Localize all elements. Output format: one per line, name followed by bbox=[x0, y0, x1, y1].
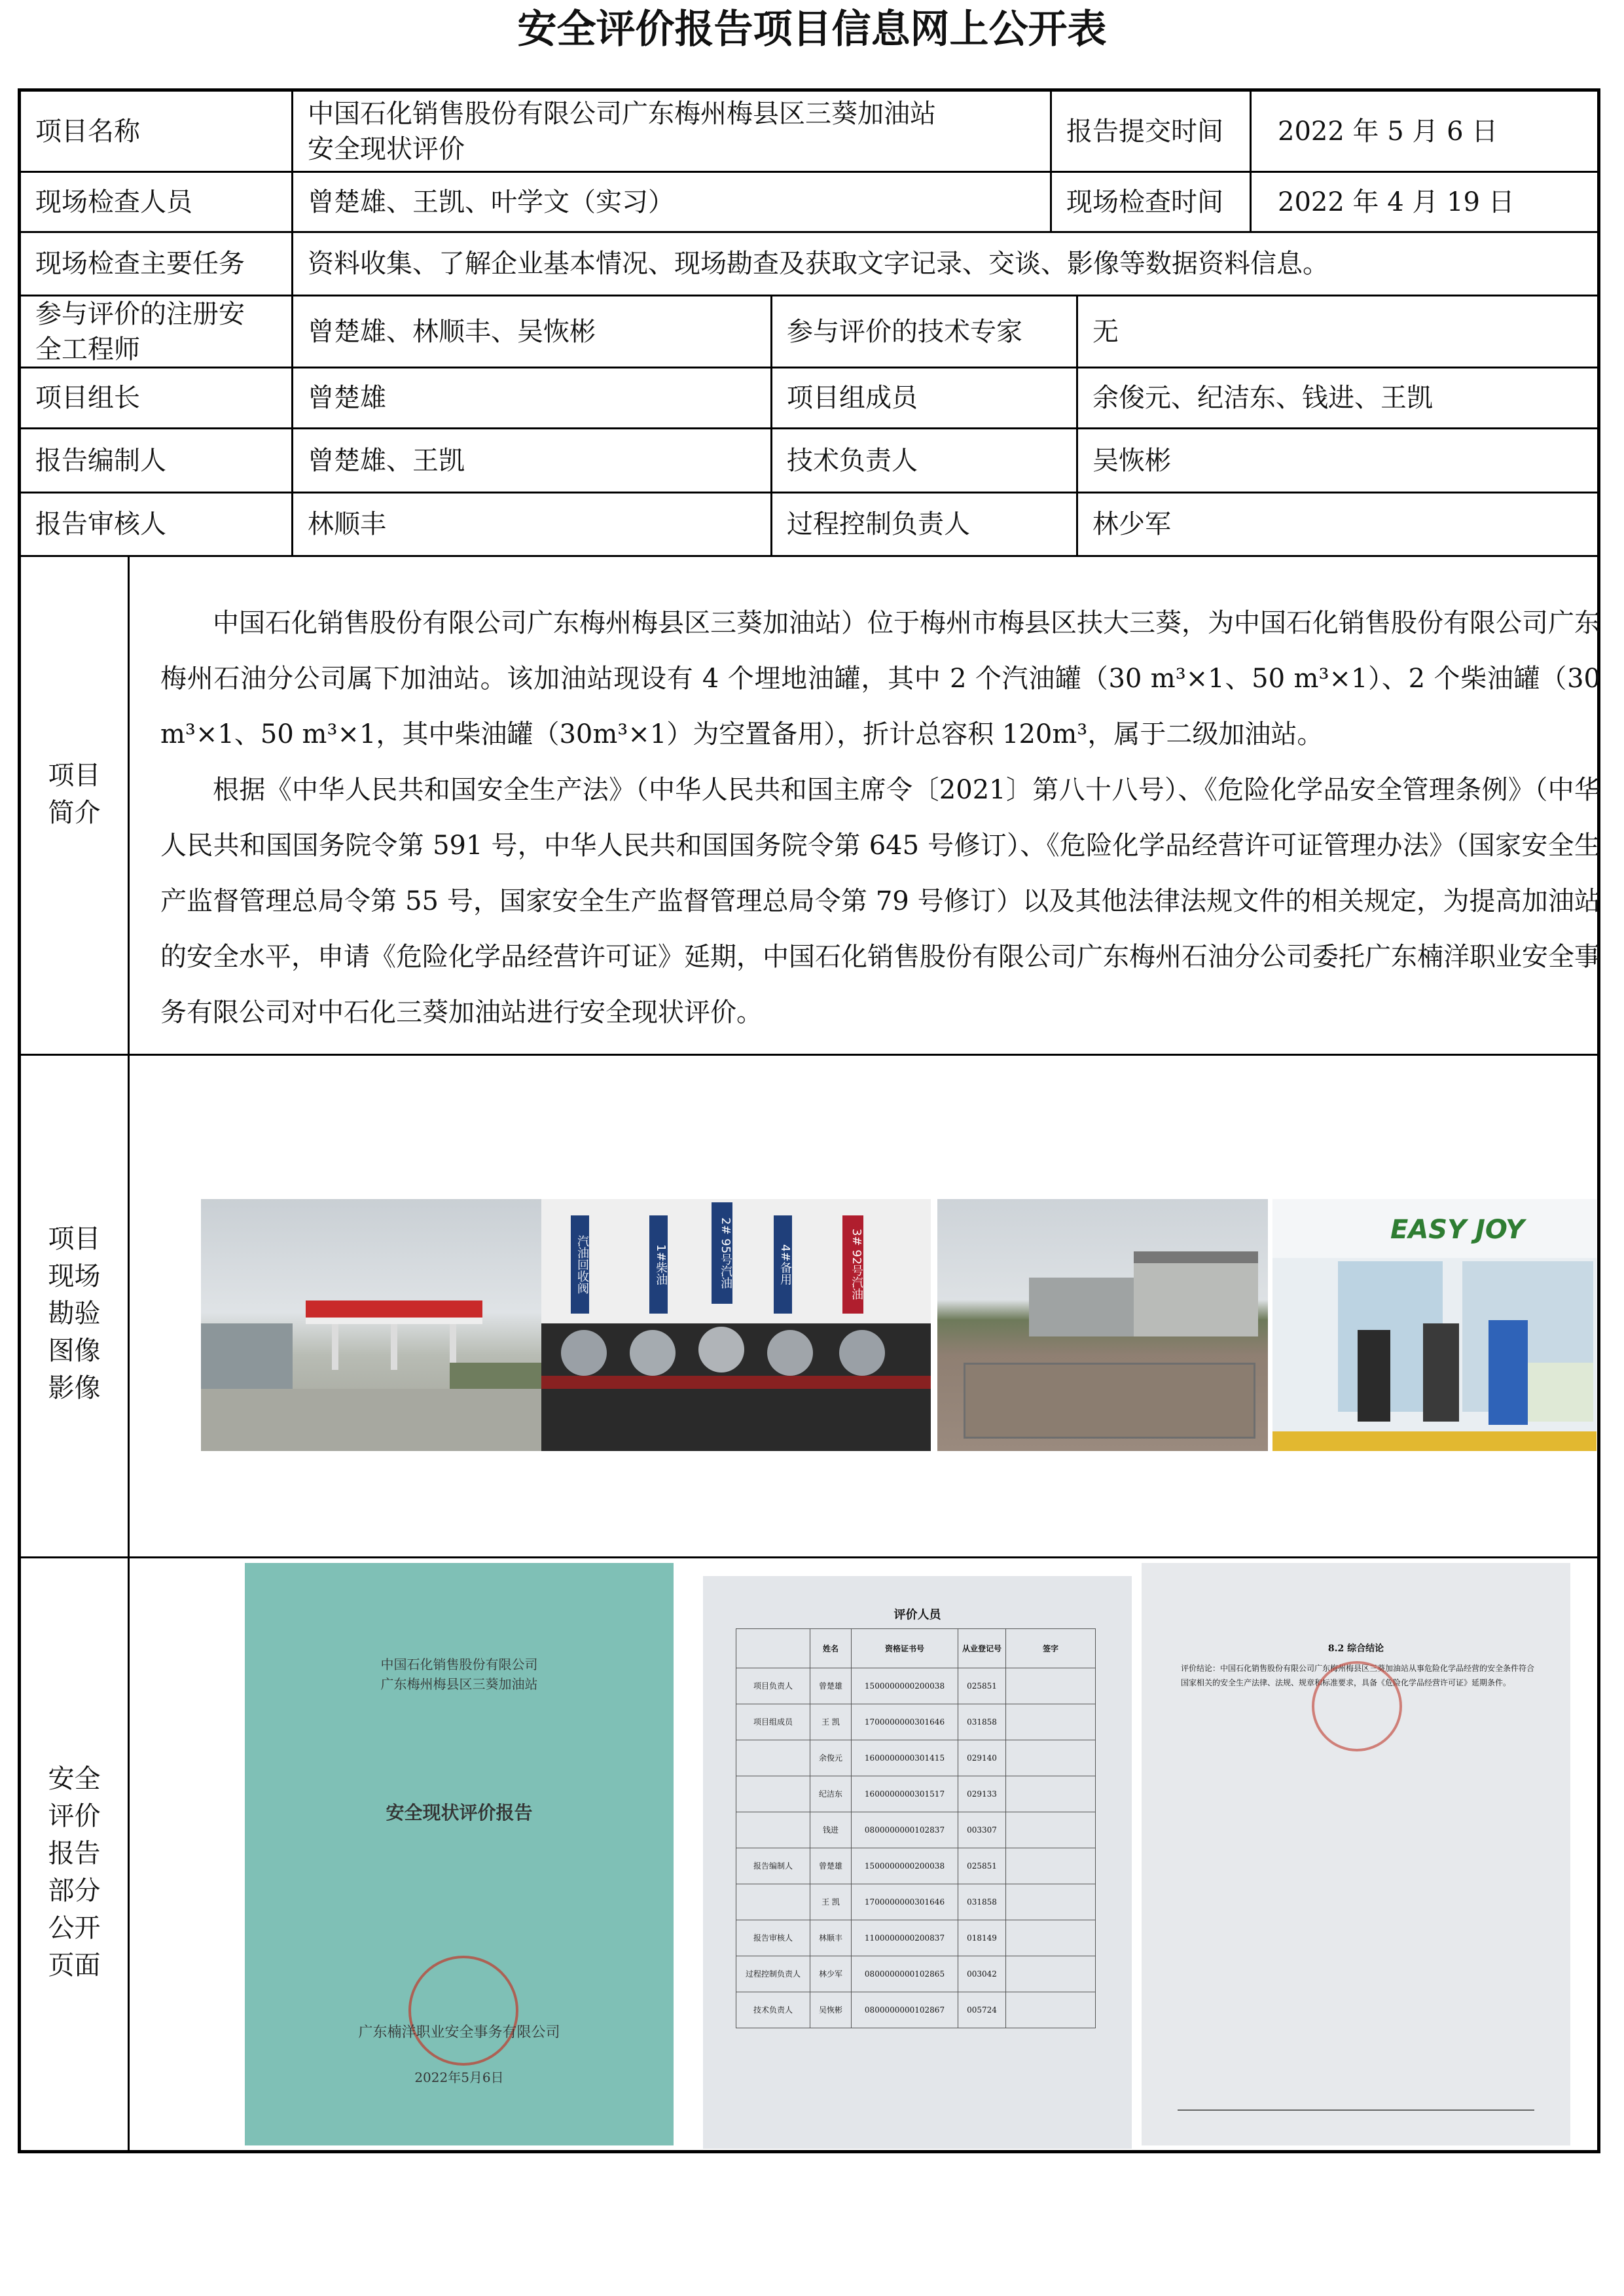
table-cell: 曾楚雄 bbox=[810, 1848, 852, 1884]
docs-label-line: 页面 bbox=[48, 1950, 101, 1981]
signature-cell bbox=[1006, 1740, 1096, 1776]
table-cell: 王 凯 bbox=[810, 1704, 852, 1740]
table-cell: 技术负责人 bbox=[736, 1992, 810, 2028]
table-cell: 报告编制人 bbox=[736, 1848, 810, 1884]
report-cover-photo bbox=[245, 1563, 674, 2145]
engineers-label-line2: 全工程师 bbox=[35, 334, 140, 365]
table-cell: 吴恢彬 bbox=[810, 1992, 852, 2028]
table-cell: 过程控制负责人 bbox=[736, 1956, 810, 1992]
photo-tank-area bbox=[937, 1199, 1268, 1451]
seal-stamp bbox=[1312, 1661, 1402, 1751]
table-header bbox=[736, 1629, 810, 1668]
task-value: 资料收集、了解企业基本情况、现场勘查及获取文字记录、交谈、影像等数据资料信息。 bbox=[308, 249, 1329, 279]
table-header: 资格证书号 bbox=[852, 1629, 958, 1668]
table-cell bbox=[736, 1812, 810, 1848]
table-row bbox=[736, 1956, 1096, 1992]
table-cell: 余俊元 bbox=[810, 1740, 852, 1776]
reviewer-value: 林顺丰 bbox=[308, 509, 386, 539]
table-cell: 1700000000301646 bbox=[852, 1704, 958, 1740]
table-cell: 0800000000102867 bbox=[852, 1992, 958, 2028]
signature-cell bbox=[1006, 1848, 1096, 1884]
engineers-value: 曾楚雄、林顺丰、吴恢彬 bbox=[308, 316, 596, 347]
reviewer-label: 报告审核人 bbox=[35, 509, 166, 539]
table-cell: 029133 bbox=[958, 1776, 1006, 1812]
table-cell: 项目组成员 bbox=[736, 1704, 810, 1740]
table-cell: 0800000000102865 bbox=[852, 1956, 958, 1992]
signature-cell bbox=[1006, 1704, 1096, 1740]
cover-date: 2022年5月6日 bbox=[414, 2070, 504, 2085]
info-table bbox=[18, 88, 1600, 2153]
table-cell: 031858 bbox=[958, 1704, 1006, 1740]
cover-company-line2: 广东梅州梅县区三葵加油站 bbox=[380, 1676, 538, 1692]
table-row bbox=[736, 1704, 1096, 1740]
table-cell: 018149 bbox=[958, 1920, 1006, 1956]
expert-value: 无 bbox=[1092, 316, 1119, 347]
table-cell: 曾楚雄 bbox=[810, 1668, 852, 1704]
photos-label-line: 影像 bbox=[48, 1373, 101, 1403]
table-cell: 0800000000102837 bbox=[852, 1812, 958, 1848]
cover-issuer: 广东楠洋职业安全事务有限公司 bbox=[358, 2024, 560, 2041]
signature-cell bbox=[1006, 1776, 1096, 1812]
photos-label bbox=[21, 1221, 128, 1407]
docs-label-line: 部分 bbox=[48, 1876, 101, 1906]
intro-paragraph-2: 根据《中华人民共和国安全生产法》（中华人民共和国主席令〔2021〕第八十八号）、《危险化学品安全管理条例》（中华人民共和国国务院令第 591 号，中华人民共和国国务院令第 645 号修订）、《危险化学品经营许可证管理办法》（国家安全生产监督管理总局令第 55 号，国家安全生产监督管理总局令第 79 号修订）以及其他法律法规文件的相关规定，为提高加油站的安全水平，申请《危险化学品经营许可证》延期，中国石化销售股份有限公司广东梅州石油分公司委托广东楠洋职业安全事务有限公司对中石化三葵加油站进行安全现状评价。 bbox=[160, 775, 1600, 1028]
table-cell: 029140 bbox=[958, 1740, 1006, 1776]
project-name-value bbox=[293, 92, 1050, 171]
pump-label: 4#备用 bbox=[774, 1215, 792, 1314]
table-row bbox=[736, 1776, 1096, 1812]
photos-label-line: 勘验 bbox=[48, 1299, 101, 1329]
personnel-table-title: 评价人员 bbox=[893, 1608, 941, 1622]
table-row bbox=[736, 1740, 1096, 1776]
table-row bbox=[736, 1668, 1096, 1704]
compiler-label: 报告编制人 bbox=[35, 445, 166, 476]
seal-stamp bbox=[408, 1956, 518, 2066]
table-header: 从业登记号 bbox=[958, 1629, 1006, 1668]
table-cell: 003042 bbox=[958, 1956, 1006, 1992]
table-cell: 031858 bbox=[958, 1884, 1006, 1920]
inspection-time-label: 现场检查时间 bbox=[1066, 187, 1223, 217]
table-cell bbox=[736, 1740, 810, 1776]
docs-label bbox=[21, 1761, 128, 1984]
signature-cell bbox=[1006, 1812, 1096, 1848]
photo-gas-station bbox=[201, 1199, 541, 1451]
cover-company-line1: 中国石化销售股份有限公司 bbox=[380, 1657, 538, 1672]
table-row bbox=[736, 1920, 1096, 1956]
docs-label-line: 公开 bbox=[48, 1913, 101, 1943]
cover-title: 安全现状评价报告 bbox=[386, 1802, 533, 1823]
docs-label-line: 报告 bbox=[48, 1839, 101, 1869]
process-control-label: 过程控制负责人 bbox=[787, 509, 970, 539]
table-cell: 1600000000301415 bbox=[852, 1740, 958, 1776]
intro-label-line: 简介 bbox=[48, 798, 101, 828]
store-sign: EASY JOY bbox=[1390, 1215, 1525, 1245]
photos-label-line: 现场 bbox=[48, 1261, 101, 1291]
process-control-value: 林少军 bbox=[1092, 509, 1171, 539]
table-cell: 003307 bbox=[958, 1812, 1006, 1848]
intro-label-line: 项目 bbox=[48, 761, 101, 791]
table-cell: 钱进 bbox=[810, 1812, 852, 1848]
photos-label-line: 图像 bbox=[48, 1336, 101, 1366]
table-cell: 1600000000301517 bbox=[852, 1776, 958, 1812]
project-name-line2: 安全现状评价 bbox=[308, 134, 465, 164]
table-cell: 项目负责人 bbox=[736, 1668, 810, 1704]
personnel-table-photo bbox=[703, 1576, 1132, 2149]
members-label: 项目组成员 bbox=[787, 383, 918, 413]
table-cell: 报告审核人 bbox=[736, 1920, 810, 1956]
submit-time-label: 报告提交时间 bbox=[1066, 116, 1223, 147]
page-title: 安全评价报告项目信息网上公开表 bbox=[517, 7, 1107, 52]
table-row bbox=[736, 1884, 1096, 1920]
conclusion-heading: 8.2 综合结论 bbox=[1327, 1643, 1384, 1654]
photo-staff-store bbox=[1272, 1199, 1597, 1451]
pump-label: 汽油回收阀 bbox=[571, 1215, 589, 1314]
inspectors-value: 曾楚雄、王凯、叶学文（实习） bbox=[308, 187, 674, 217]
tech-lead-label: 技术负责人 bbox=[787, 445, 918, 476]
table-cell bbox=[736, 1884, 810, 1920]
leader-value: 曾楚雄 bbox=[308, 383, 386, 413]
expert-label: 参与评价的技术专家 bbox=[787, 316, 1022, 347]
project-name-label: 项目名称 bbox=[35, 116, 140, 147]
inspectors-label: 现场检查人员 bbox=[35, 187, 192, 217]
intro-label bbox=[21, 757, 128, 832]
table-cell: 1500000000200038 bbox=[852, 1668, 958, 1704]
members-value: 余俊元、纪洁东、钱进、王凯 bbox=[1092, 383, 1433, 413]
table-cell: 1700000000301646 bbox=[852, 1884, 958, 1920]
signature-cell bbox=[1006, 1884, 1096, 1920]
project-name-line1: 中国石化销售股份有限公司广东梅州梅县区三葵加油站 bbox=[308, 98, 936, 129]
table-cell: 1100000000200837 bbox=[852, 1920, 958, 1956]
conclusion-page-photo bbox=[1142, 1563, 1570, 2145]
table-cell: 025851 bbox=[958, 1848, 1006, 1884]
personnel-table bbox=[736, 1628, 1096, 2028]
task-label: 现场检查主要任务 bbox=[35, 249, 245, 279]
intro-paragraph-1: 中国石化销售股份有限公司广东梅州梅县区三葵加油站）位于梅州市梅县区扶大三葵，为中国石化销售股份有限公司广东梅州石油分公司属下加油站。该加油站现设有 4 个埋地油罐，其中 2 个汽油罐（30 m³×1、50 m³×1）、2 个柴油罐（30 m³×1、50 m³×1，其中柴油罐（30m³×1）为空置备用），折计总容积 120m³，属于二级加油站。 bbox=[160, 608, 1600, 749]
table-header: 签字 bbox=[1006, 1629, 1096, 1668]
tech-lead-value: 吴恢彬 bbox=[1092, 445, 1171, 476]
table-cell bbox=[736, 1776, 810, 1812]
table-cell: 王 凯 bbox=[810, 1884, 852, 1920]
table-row bbox=[736, 1992, 1096, 2028]
photos-label-line: 项目 bbox=[48, 1224, 101, 1254]
table-cell: 025851 bbox=[958, 1668, 1006, 1704]
pump-label: 2# 95号汽油 bbox=[712, 1202, 732, 1304]
table-cell: 005724 bbox=[958, 1992, 1006, 2028]
pump-label: 3# 92号汽油 bbox=[842, 1215, 863, 1314]
signature-cell bbox=[1006, 1668, 1096, 1704]
signature-cell bbox=[1006, 1956, 1096, 1992]
table-cell: 1500000000200038 bbox=[852, 1848, 958, 1884]
pump-label: 1#柴油 bbox=[649, 1215, 668, 1314]
table-cell: 林少军 bbox=[810, 1956, 852, 1992]
photo-tank-valves bbox=[541, 1199, 931, 1451]
table-row bbox=[736, 1848, 1096, 1884]
inspection-time-value: 2022 年 4 月 19 日 bbox=[1278, 187, 1515, 217]
submit-time-value: 2022 年 5 月 6 日 bbox=[1278, 116, 1498, 147]
table-cell: 纪洁东 bbox=[810, 1776, 852, 1812]
table-header: 姓名 bbox=[810, 1629, 852, 1668]
leader-label: 项目组长 bbox=[35, 383, 140, 413]
table-row bbox=[736, 1812, 1096, 1848]
signature-cell bbox=[1006, 1992, 1096, 2028]
compiler-value: 曾楚雄、王凯 bbox=[308, 445, 465, 476]
engineers-label bbox=[21, 296, 291, 367]
docs-label-line: 评价 bbox=[48, 1801, 101, 1831]
signature-cell bbox=[1006, 1920, 1096, 1956]
table-cell: 林顺丰 bbox=[810, 1920, 852, 1956]
engineers-label-line1: 参与评价的注册安 bbox=[35, 298, 245, 329]
conclusion-text: 评价结论：中国石化销售股份有限公司广东梅州梅县区三葵加油站从事危险化学品经营的安全条件符合国家相关的安全生产法律、法规、规章和标准要求，具备《危险化学品经营许可证》延期条件。 bbox=[1181, 1664, 1535, 1687]
docs-label-line: 安全 bbox=[48, 1764, 101, 1794]
